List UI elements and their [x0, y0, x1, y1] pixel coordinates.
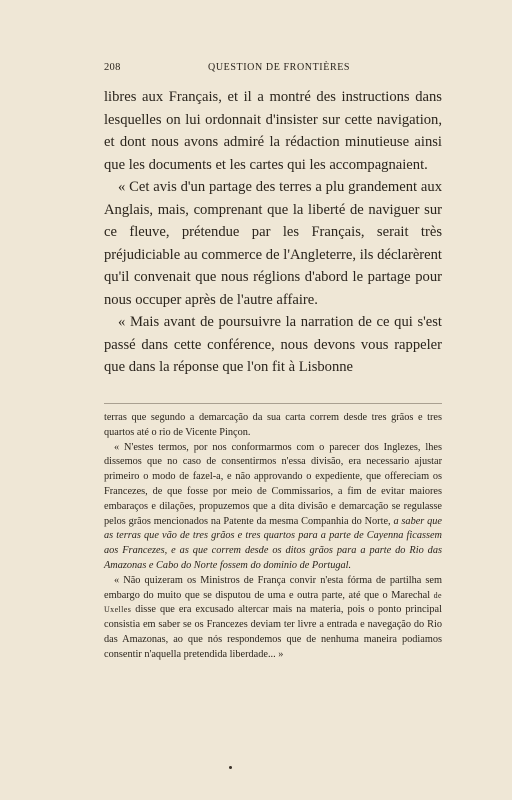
footnote-paragraph-2: [104, 441, 442, 574]
main-paragraph-3: « Mais avant de poursuivre la narration de ce qui s'est passé dans cette conférence, nous devons vous rappeler que dans la réponse que l'on fit à Lisbonne: [104, 314, 442, 375]
footnote-italic-text: a saber que as terras que vão de tres grãos e tres quartos para a parte de Cayenna ficassem aos Francezes, e as que correm desde os ditos grãos para a parte do Rio das Amazonas e Cabo do Norte fossem do dominio de Portugal.: [104, 515, 443, 571]
footnote: [104, 411, 442, 663]
footnote-smallcaps-name: de Uxelles: [104, 590, 442, 615]
footnote-text: « N'estes termos, por nos conformarmos com o parecer dos Inglezes, lhes dissemos que no caso de consentirmos n'essa divisão, era necessario ajustar primeiro o modo de fazel-a, e não approvando o expediente, que offereciam os Francezes, de que fosse por meio de Commissarios, a fim de evitar maiores embaraços e dilações, propuzemos que a dita divisão e demarcação se regulasse pelos grãos mencionados na Patente da mesma Companhia do Norte,: [104, 441, 442, 527]
page-header: [104, 62, 442, 76]
main-paragraph-2: « Cet avis d'un partage des terres a plu grandement aux Anglais, mais, comprenant que la liberté de naviguer sur ce fleuve, prétendue par les Français, serait très préjudiciable au commerce de l'Angleterre, ils déclarèrent qu'il convenait que nous réglions d'abord le partage pour nous occuper après de l'autre affaire.: [104, 179, 442, 308]
footnote-paragraph-1: terras que segundo a demarcação da sua carta correm desde tres grãos e tres quartos até o rio de Vicente Pinçon.: [104, 412, 442, 438]
footnote-separator: [104, 403, 442, 404]
footnote-text: « Não quizeram os Ministros de França convir n'esta fórma de partilha sem embargo do muito que se disputou de uma e outra parte, até que o Marechal: [104, 574, 442, 601]
footnote-text: disse que era excusado altercar mais na materia, pois o ponto principal consistia em saber se os Francezes deviam ter livre a entrada e navegação do Rio das Amazonas, ao que nós respondemos que de nenhuma maneira podiamos consentir n'aquella pretendida liberdade... »: [104, 604, 442, 660]
running-title: QUESTION DE FRONTIÈRES: [208, 62, 351, 73]
main-paragraph-1: libres aux Français, et il a montré des instructions dans lesquelles on lui ordonnait d'insister sur cette navigation, et dont nous avons admiré la rédaction minutieuse ainsi que les documents et les cartes qui les accompagnaient.: [104, 89, 442, 173]
footnote-paragraph-3: [104, 574, 442, 663]
main-text: [104, 86, 442, 379]
signature-mark: [229, 766, 232, 769]
page-number: 208: [104, 62, 121, 73]
